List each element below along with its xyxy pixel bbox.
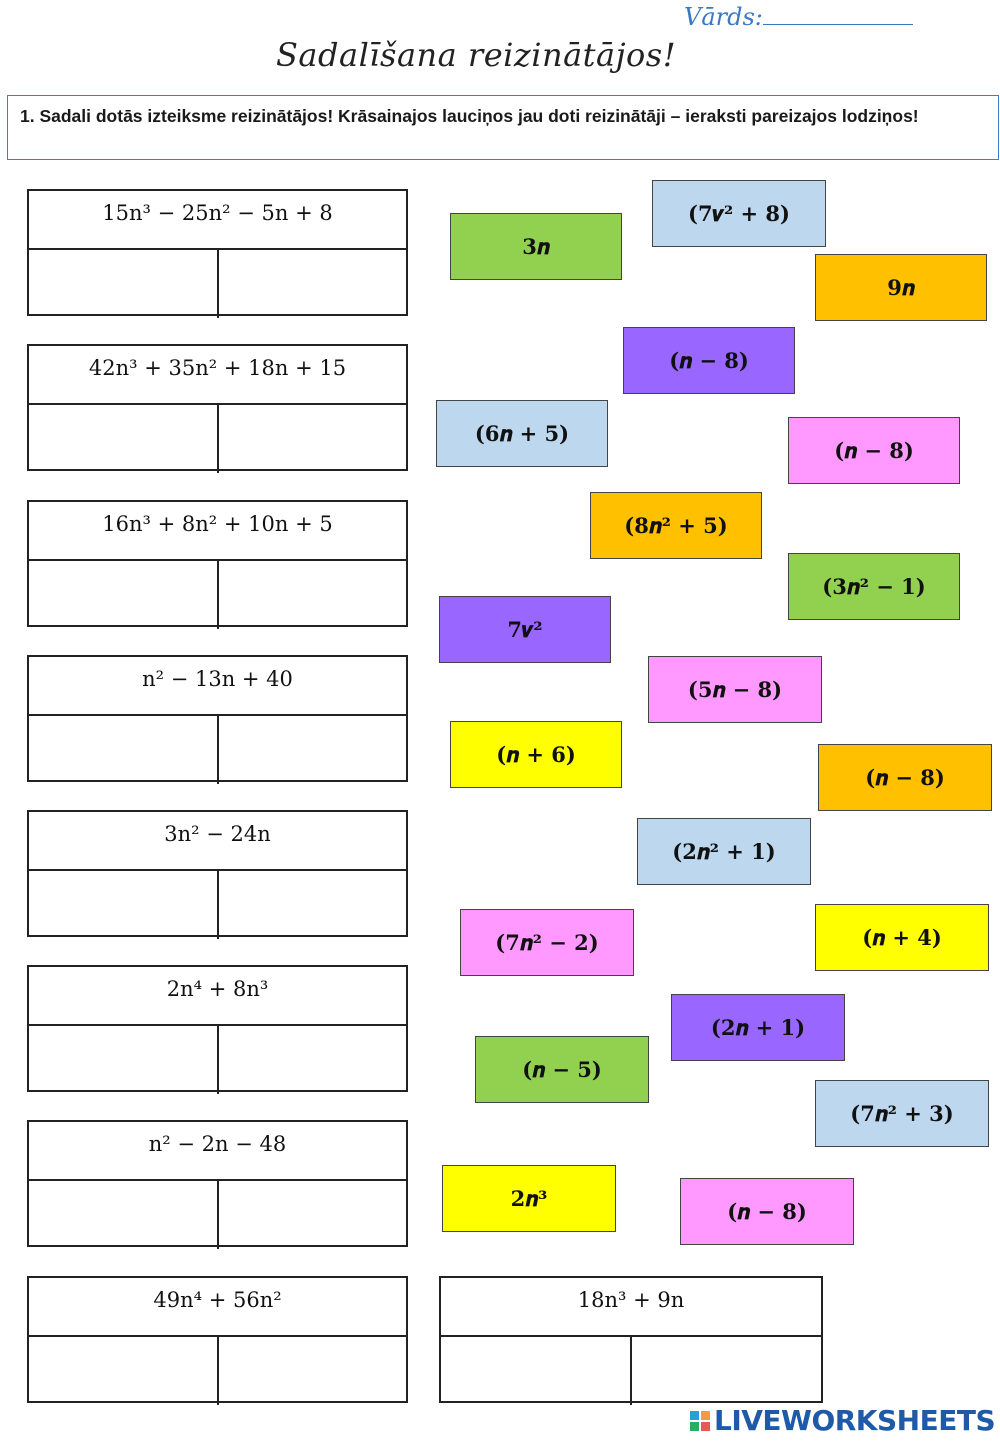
factor-card[interactable]: (𝒏 − 𝟖): [788, 417, 960, 484]
answer-slot[interactable]: [219, 561, 407, 629]
instructions: 1. Sadali dotās izteiksme reizinātājos! Krāsainajos lauciņos jau doti reizinātāji – ieraksti pareizajos lodziņos!: [7, 95, 999, 160]
factor-card[interactable]: (𝟔𝒏 + 𝟓): [436, 400, 608, 467]
answer-slot[interactable]: [441, 1337, 632, 1405]
logo-square: [701, 1422, 710, 1431]
factor-card[interactable]: (𝒏 − 𝟖): [818, 744, 992, 811]
exercise-box: [27, 500, 408, 627]
answer-slot[interactable]: [29, 1181, 219, 1249]
factor-card[interactable]: (𝟕𝒏² − 𝟐): [460, 909, 634, 976]
exercise-expression: 49n⁴ + 56n²: [29, 1278, 406, 1337]
name-field: [684, 2, 913, 31]
name-blank[interactable]: [763, 2, 913, 25]
logo-text: LIVEWORKSHEETS: [714, 1404, 996, 1437]
exercise-expression: 18n³ + 9n: [441, 1278, 821, 1337]
factor-card[interactable]: (𝒏 − 𝟖): [680, 1178, 854, 1245]
factor-card[interactable]: 2𝒏³: [442, 1165, 616, 1232]
factor-card[interactable]: (𝟐𝒏² + 𝟏): [637, 818, 811, 885]
factor-card[interactable]: (𝟕𝒗² + 𝟖): [652, 180, 826, 247]
exercise-box: [27, 344, 408, 471]
exercise-expression: 3n² − 24n: [29, 812, 406, 871]
logo-square: [690, 1411, 699, 1420]
exercise-box: [27, 1276, 408, 1403]
factor-card[interactable]: (𝒏 − 𝟖): [623, 327, 795, 394]
answer-slot[interactable]: [29, 871, 219, 939]
liveworksheets-logo: [690, 1404, 995, 1437]
exercise-box: [27, 1120, 408, 1247]
exercise-expression: n² − 13n + 40: [29, 657, 406, 716]
answer-slot[interactable]: [219, 250, 407, 318]
factor-card[interactable]: 𝟗𝒏: [815, 254, 987, 321]
answer-slot[interactable]: [219, 1026, 407, 1094]
factor-card[interactable]: (𝒏 + 𝟒): [815, 904, 989, 971]
answer-slot[interactable]: [29, 405, 219, 473]
name-label: Vārds:: [684, 3, 763, 31]
exercise-box: [439, 1276, 823, 1403]
factor-card[interactable]: (𝟐𝒏 + 𝟏): [671, 994, 845, 1061]
exercise-box: [27, 965, 408, 1092]
exercise-expression: 16n³ + 8n² + 10n + 5: [29, 502, 406, 561]
exercise-expression: 42n³ + 35n² + 18n + 15: [29, 346, 406, 405]
answer-slot[interactable]: [219, 716, 407, 784]
factor-card[interactable]: (𝒏 + 𝟔): [450, 721, 622, 788]
exercise-expression: 2n⁴ + 8n³: [29, 967, 406, 1026]
answer-slot[interactable]: [219, 1181, 407, 1249]
exercise-expression: 15n³ − 25n² − 5n + 8: [29, 191, 406, 250]
logo-mark-icon: [690, 1411, 710, 1431]
factor-card[interactable]: 3𝒏: [450, 213, 622, 280]
exercise-expression: n² − 2n − 48: [29, 1122, 406, 1181]
factor-card[interactable]: (𝒏 − 𝟓): [475, 1036, 649, 1103]
factor-card[interactable]: (𝟕𝒏² + 𝟑): [815, 1080, 989, 1147]
exercise-box: [27, 810, 408, 937]
factor-card[interactable]: (𝟖𝒏² + 𝟓): [590, 492, 762, 559]
factor-card[interactable]: (𝟑𝒏² − 𝟏): [788, 553, 960, 620]
factor-card[interactable]: 𝟕𝒗²: [439, 596, 611, 663]
factor-card[interactable]: (𝟓𝒏 − 𝟖): [648, 656, 822, 723]
answer-slot[interactable]: [29, 1026, 219, 1094]
exercise-box: [27, 655, 408, 782]
page-title: Sadalīšana reizinātājos!: [276, 36, 677, 74]
logo-square: [690, 1422, 699, 1431]
answer-slot[interactable]: [29, 561, 219, 629]
answer-slot[interactable]: [29, 716, 219, 784]
logo-square: [701, 1411, 710, 1420]
exercise-box: [27, 189, 408, 316]
answer-slot[interactable]: [219, 871, 407, 939]
answer-slot[interactable]: [29, 250, 219, 318]
answer-slot[interactable]: [219, 405, 407, 473]
answer-slot[interactable]: [219, 1337, 407, 1405]
answer-slot[interactable]: [29, 1337, 219, 1405]
answer-slot[interactable]: [632, 1337, 821, 1405]
